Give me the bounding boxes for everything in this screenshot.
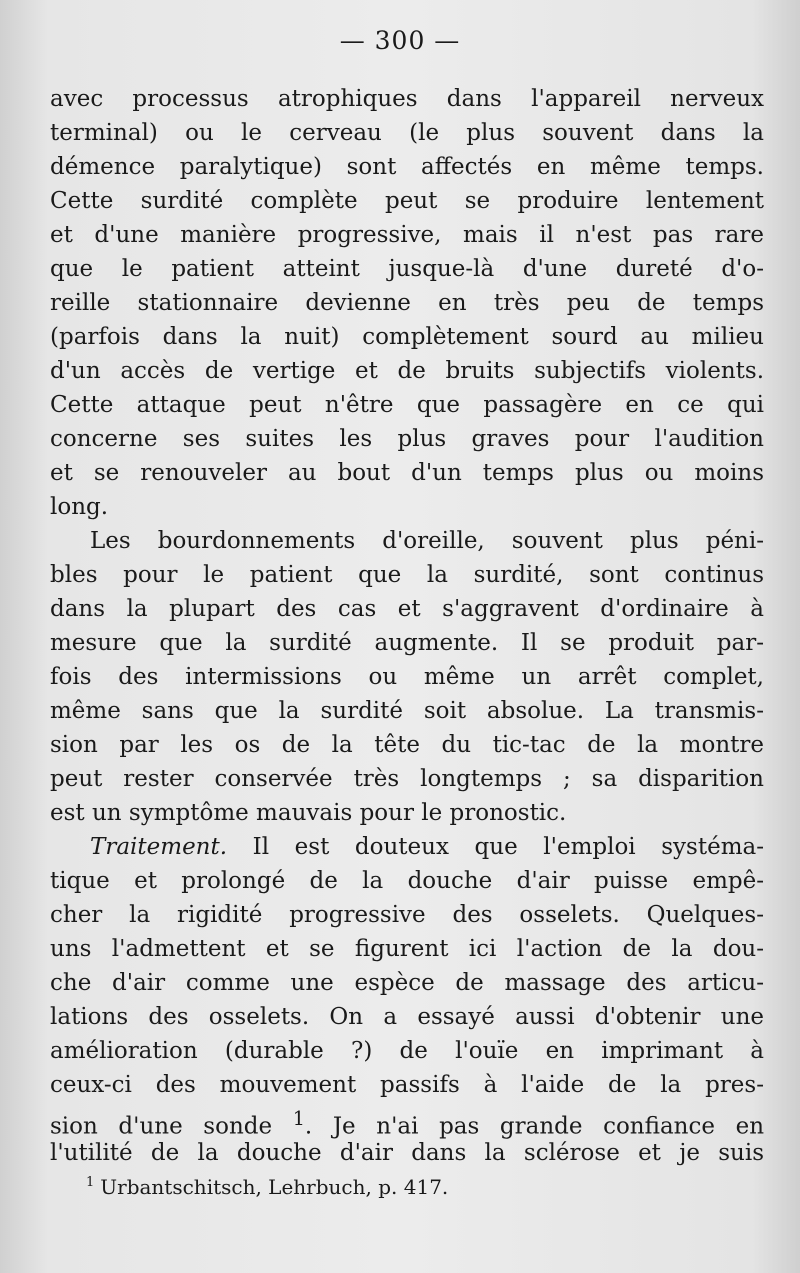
- text-line: et se renouveler au bout d'un temps plus ou moins: [50, 460, 764, 486]
- body-text: [50, 82, 764, 1170]
- text-line: Cette attaque peut n'être que passagère en ce qui: [50, 392, 764, 418]
- footnote-reference[interactable]: 1: [292, 1107, 305, 1130]
- text-run: Il est douteux que l'emploi systéma-: [252, 834, 764, 860]
- text-line: fois des intermissions ou même un arrêt complet,: [50, 664, 764, 690]
- text-line: est un symptôme mauvais pour le pronostic.: [50, 800, 567, 826]
- text-run: sion d'une sonde: [50, 1113, 273, 1140]
- text-line: terminal) ou le cerveau (le plus souvent dans la: [50, 120, 764, 146]
- text-line: cher la rigidité progressive des osselets. Quelques-: [50, 902, 764, 928]
- footnote-marker: 1: [86, 1175, 95, 1190]
- footnote: [86, 1175, 448, 1199]
- text-line: lations des osselets. On a essayé aussi d'obtenir une: [50, 1004, 764, 1030]
- text-line: uns l'admettent et se figurent ici l'action de la dou-: [50, 936, 764, 962]
- text-line: Cette surdité complète peut se produire lentement: [50, 188, 764, 214]
- text-line: démence paralytique) sont affectés en même temps.: [50, 154, 764, 180]
- page-number: — 300 —: [339, 26, 461, 55]
- paragraph-start-line: [50, 830, 764, 864]
- text-line: concerne ses suites les plus graves pour l'audition: [50, 426, 764, 452]
- text-line: long.: [50, 494, 109, 520]
- text-line: peut rester conservée très longtemps ; sa disparition: [50, 766, 764, 792]
- text-line: même sans que la surdité soit absolue. La transmis-: [50, 698, 764, 724]
- text-run: . Je n'ai pas grande confiance en: [304, 1113, 765, 1140]
- text-line: d'un accès de vertige et de bruits subjectifs violents.: [50, 358, 764, 384]
- footnote-text: Urbantschitsch, Lehrbuch, p. 417.: [100, 1175, 449, 1199]
- text-line: mesure que la surdité augmente. Il se produit par-: [50, 630, 764, 656]
- text-line: l'utilité de la douche d'air dans la sclérose et je suis: [50, 1140, 764, 1166]
- text-line: (parfois dans la nuit) complètement sourd au milieu: [50, 324, 764, 350]
- text-line: ceux-ci des mouvement passifs à l'aide de la pres-: [50, 1072, 764, 1098]
- text-line: che d'air comme une espèce de massage des articu-: [50, 970, 764, 996]
- text-line: amélioration (durable ?) de l'ouïe en imprimant à: [50, 1038, 764, 1064]
- traitement-heading: Traitement.: [90, 834, 228, 860]
- text-line: avec processus atrophiques dans l'appareil nerveux: [50, 86, 764, 112]
- text-line: dans la plupart des cas et s'aggravent d'ordinaire à: [50, 596, 764, 622]
- paragraph-start-line: Les bourdonnements d'oreille, souvent plus péni-: [90, 528, 764, 554]
- text-line: [50, 1102, 765, 1140]
- text-line: et d'une manière progressive, mais il n'est pas rare: [50, 222, 764, 248]
- text-line: tique et prolongé de la douche d'air puisse empê-: [50, 868, 764, 894]
- text-line: que le patient atteint jusque-là d'une dureté d'o-: [50, 256, 764, 282]
- text-line: bles pour le patient que la surdité, sont continus: [50, 562, 764, 588]
- text-line: sion par les os de la tête du tic-tac de la montre: [50, 732, 764, 758]
- text-line: reille stationnaire devienne en très peu de temps: [50, 290, 764, 316]
